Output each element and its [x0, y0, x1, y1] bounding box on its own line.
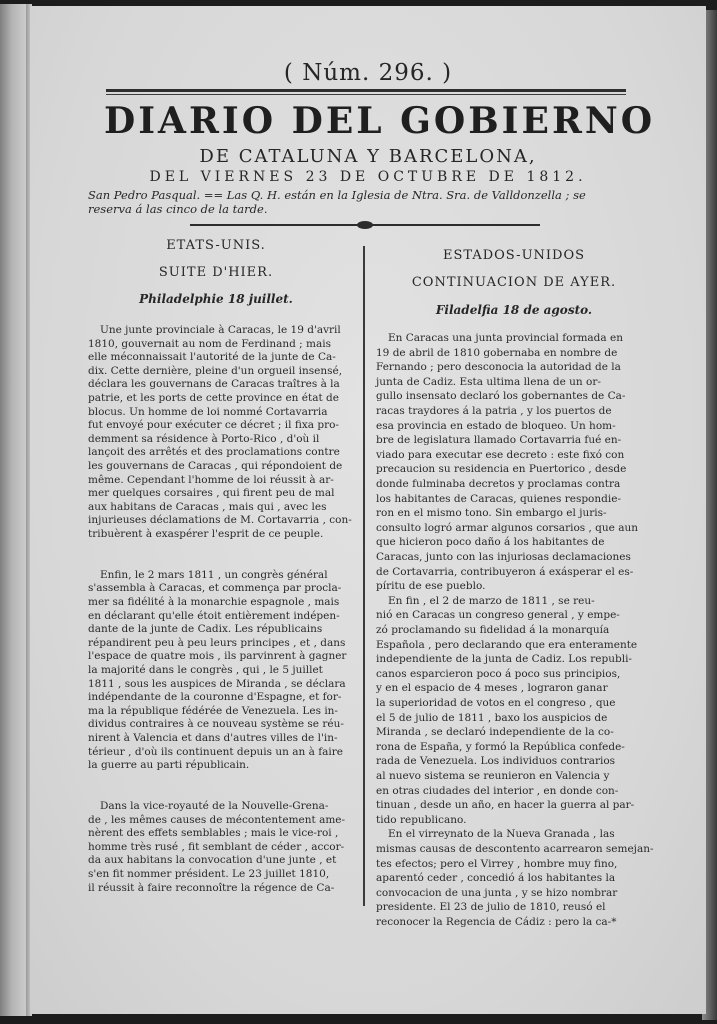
- left-text-line: en déclarant qu'elle étoit entièrement indépen-: [88, 609, 340, 622]
- left-text-line: nirent à Valencia et dans d'autres villes de l'in-: [88, 732, 338, 744]
- left-text-line: s'en fit nommer président. Le 23 juillet 1810,: [88, 868, 330, 880]
- right-text-line: junta de Cadiz. Esta ultima llena de un or-: [376, 375, 601, 388]
- right-text-line: la superioridad de votos en el congreso , que: [376, 697, 616, 709]
- right-text-line: esa provincia en estado de bloqueo. Un hom-: [376, 419, 616, 432]
- left-text-line: patrie, et les ports de cette province en état de: [88, 392, 339, 404]
- left-text-line: il réussit à faire reconnoître la régence de Ca-: [88, 881, 335, 894]
- left-text-line: homme très rusé , fit semblant de céder , accor-: [88, 840, 345, 853]
- left-text-line: injurieuses déclamations de M. Cortavarria , con-: [88, 514, 352, 527]
- right-text-line: píritu de ese pueblo.: [376, 580, 486, 593]
- left-text-line: la majorité dans le congrès , qui , le 5 juillet: [88, 664, 323, 676]
- left-text-line: demment sa résidence à Porto-Rico , d'où il: [88, 432, 320, 445]
- left-text-line: aux habitans de Caracas , mais qui , avec les: [88, 500, 327, 513]
- left-subheading: SUITE D'HIER.: [158, 265, 274, 280]
- right-text-line: presidente. El 23 de julio de 1810, reusó el: [376, 901, 606, 914]
- right-text-line: tes efectos; pero el Virrey , hombre muy fino,: [376, 857, 618, 870]
- masthead-title: DIARIO DEL GOBIERNO: [104, 100, 656, 142]
- left-text-line: tribuèrent à exaspérer l'esprit de ce peuple.: [88, 528, 324, 540]
- newspaper-page: [30, 6, 706, 1014]
- right-text-line: convocacion de una junta , y se hizo nombrar: [376, 886, 618, 899]
- left-text-line: les gouvernans de Caracas , qui répondoient de: [88, 460, 343, 472]
- right-text-line: racas traydores á la patria , y los puertos de: [376, 405, 612, 417]
- left-text-line: fut envoyé pour exécuter ce décret ; il fixa pro-: [88, 419, 339, 432]
- right-text-line: de Cortavarria, contribuyeron á exásperar el es-: [376, 565, 634, 578]
- left-text-line: même. Cependant l'homme de loi réussit à ar-: [88, 473, 334, 486]
- left-text-line: répandirent peu à peu leurs principes , et , dans: [88, 636, 346, 649]
- left-text-line: indépendante de la couronne d'Espagne, et for-: [88, 691, 342, 704]
- left-text-line: Dans la vice-royauté de la Nouvelle-Grena-: [100, 800, 329, 812]
- right-text-line: rada de Venezuela. Los individuos contrarios: [376, 755, 616, 768]
- right-text-line: que hicieron poco daño á los habitantes de: [376, 536, 605, 549]
- left-text-line: lançoit des arrêtés et des proclamations contre: [88, 446, 340, 459]
- left-dateline: Philadelphie 18 juillet.: [139, 292, 293, 306]
- left-text-line: la guerre au parti républicain.: [88, 759, 250, 772]
- column-divider: [363, 246, 365, 906]
- right-text-line: en otras ciudades del interior , en donde con-: [376, 784, 619, 797]
- left-text-line: 1810, gouvernait au nom de Ferdinand ; mais: [88, 337, 332, 350]
- right-text-line: aparentó ceder , concedió á los habitantes la: [376, 872, 616, 885]
- right-dateline: Filadelfia 18 de agosto.: [435, 303, 593, 317]
- right-text-line: gullo insensato declaró los gobernantes de Ca-: [376, 390, 626, 403]
- left-text-line: mer quelques corsaires , qui firent peu de mal: [88, 487, 335, 500]
- right-text-line: ron en el mismo tono. Sin embargo el juris-: [376, 507, 607, 520]
- right-heading: ESTADOS-UNIDOS: [442, 248, 586, 263]
- issue-number: ( Núm. 296. ): [283, 60, 453, 86]
- right-text-line: 19 de abril de 1810 gobernaba en nombre de: [376, 346, 618, 359]
- right-text-line: y en el espacio de 4 meses , lograron ganar: [376, 682, 608, 695]
- right-text-line: bre de legislatura llamado Cortavarria fué en-: [376, 434, 622, 447]
- left-text-line: dix. Cette dernière, pleine d'un orgueil insensé,: [88, 364, 343, 377]
- left-text-line: déclara les gouvernans de Caracas traîtres à la: [88, 378, 340, 391]
- right-text-line: tinuan , desde un año, en hacer la guerra al par-: [376, 799, 635, 812]
- right-text-line: nió en Caracas un congreso general , y empe-: [376, 609, 620, 622]
- right-text-line: el 5 de julio de 1811 , baxo los auspicios de: [376, 711, 608, 724]
- right-text-line: canos esparcieron poco á poco sus principios,: [376, 667, 621, 680]
- right-subheading: CONTINUACION DE AYER.: [411, 275, 617, 290]
- right-text-line: En Caracas una junta provincial formada en: [388, 332, 623, 344]
- left-text-line: dante de la junte de Cadix. Les républicains: [88, 623, 323, 636]
- right-text-line: Miranda , se declaró independiente de la co-: [376, 726, 614, 739]
- left-text-line: dividus contraires à ce nouveau système se réu-: [88, 718, 344, 731]
- left-text-line: s'assembla à Caracas, et commença par procla-: [88, 582, 342, 595]
- left-text-line: blocus. Un homme de loi nommé Cortavarria: [88, 405, 328, 418]
- right-text-line: zó proclamando su fidelidad á la monarquía: [376, 624, 610, 636]
- right-text-line: En el virreynato de la Nueva Granada , las: [388, 828, 615, 841]
- left-text-line: da aux habitans la convocation d'une junte , et: [88, 854, 337, 867]
- right-text-line: En fin , el 2 de marzo de 1811 , se reu-: [388, 594, 595, 607]
- right-text-line: rona de España, y formó la República confede-: [376, 740, 625, 753]
- left-text-line: térieur , d'où ils continuent depuis un an à faire: [88, 745, 343, 758]
- right-text-line: Caracas, junto con las injuriosas declamaciones: [376, 551, 631, 563]
- right-text-line: mismas causas de descontento acarrearon semejan-: [376, 843, 654, 855]
- left-text-line: elle méconnaissait l'autorité de la junte de Ca-: [88, 351, 336, 364]
- right-text-line: donde fulminaba decretos y proclamas contra: [376, 478, 621, 490]
- right-text-line: los habitantes de Caracas, quienes respondie-: [376, 492, 621, 505]
- left-text-line: Une junte provinciale à Caracas, le 19 d'avril: [100, 324, 341, 336]
- masthead-subtitle: DE CATALUNA Y BARCELONA,: [199, 146, 537, 167]
- issue-date: DEL VIERNES 23 DE OCTUBRE DE 1812.: [149, 169, 587, 185]
- right-text-line: viado para executar ese decreto : este fixó con: [376, 448, 625, 461]
- notice-line-1: San Pedro Pasqual. == Las Q. H. están en la Iglesia de Ntra. Sra. de Valldonzella ; se: [88, 188, 586, 202]
- right-text-line: tido republicano.: [376, 813, 467, 826]
- right-text-line: precaucion su residencia en Puertorico , desde: [376, 463, 627, 476]
- left-text-line: l'espace de quatre mois , ils parvinrent à gagner: [88, 650, 347, 663]
- left-text-line: 1811 , sous les auspices de Miranda , se déclara: [88, 677, 346, 690]
- right-text-line: consulto logró armar algunos corsarios , que aun: [376, 521, 638, 534]
- header-rule-thin: [106, 94, 626, 95]
- right-text-line: al nuevo sistema se reunieron en Valencia y: [376, 770, 610, 782]
- header-rule: [106, 89, 626, 92]
- right-text-line: Española , pero declarando que era enteramente: [376, 638, 638, 651]
- left-text-line: de , les mêmes causes de mécontentement ame-: [88, 813, 346, 826]
- left-text-line: Enfin, le 2 mars 1811 , un congrès général: [100, 568, 328, 581]
- notice-line-2: reserva á las cinco de la tarde.: [88, 202, 268, 216]
- left-text-line: mer sa fidélité à la monarchie espagnole , mais: [88, 596, 340, 608]
- section-rule-ornament: [357, 221, 373, 229]
- left-heading: ETATS-UNIS.: [166, 238, 266, 253]
- right-text-line: reconocer la Regencia de Cádiz : pero la ca-*: [376, 916, 617, 928]
- left-text-line: ma la république fédérée de Venezuela. Les in-: [88, 704, 338, 717]
- right-text-line: Fernando ; pero desconocia la autoridad de la: [376, 361, 621, 374]
- right-text-line: independiente de la junta de Cadiz. Los republi-: [376, 653, 632, 666]
- left-text-line: nèrent des effets semblables ; mais le vice-roi ,: [88, 827, 339, 840]
